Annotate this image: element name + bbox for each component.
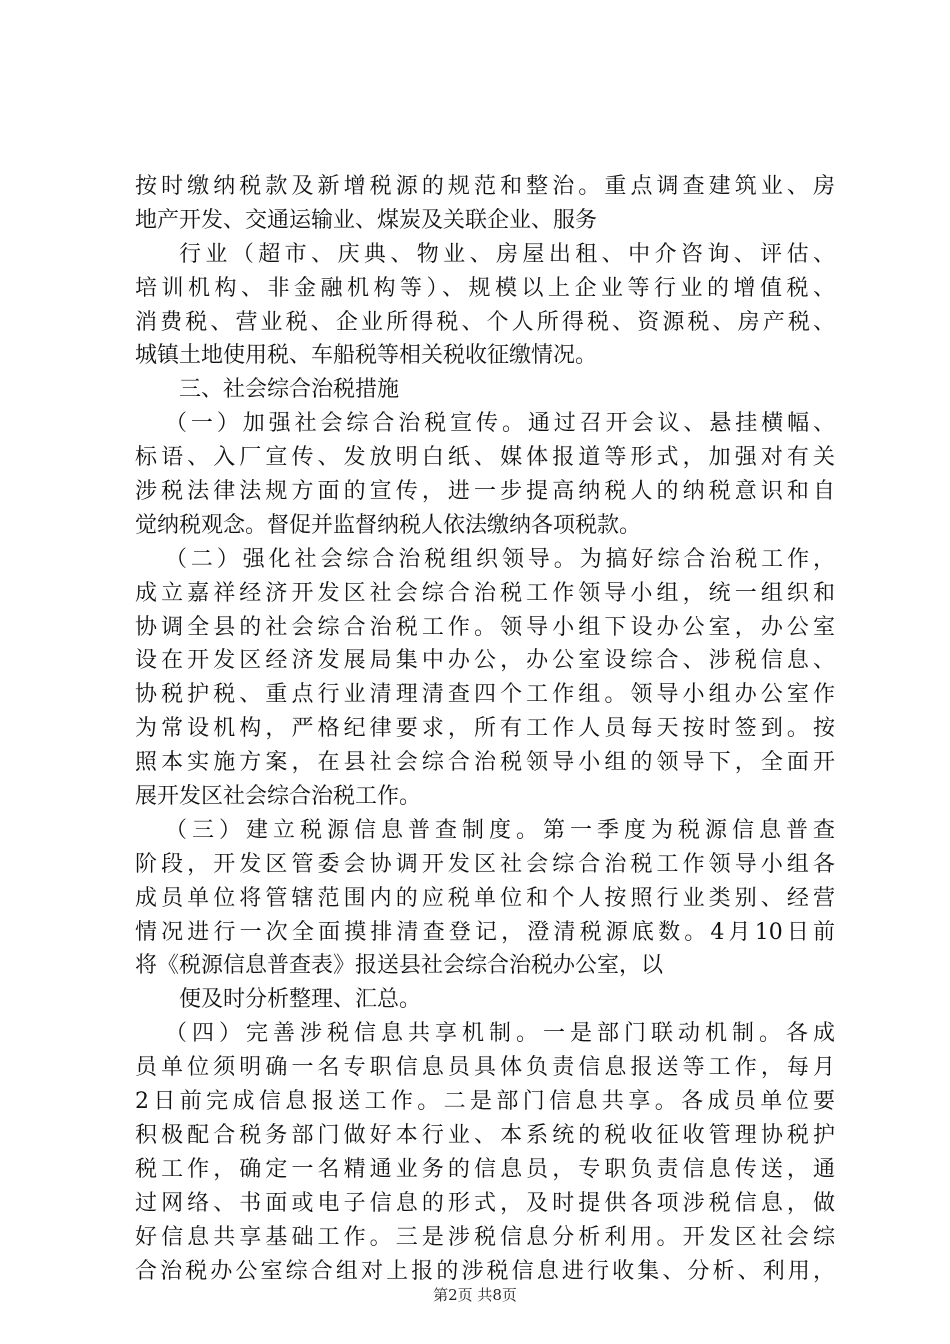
text-line: 地产开发、交通运输业、煤炭及关联企业、服务 [135, 207, 598, 233]
text-line: 员单位须明确一名专职信息员具体负责信息报送等工作，每月 [135, 1055, 835, 1081]
text-line: 情况进行一次全面摸排清查登记，澄清税源底数。4月10日前 [135, 919, 835, 945]
text-line: 2日前完成信息报送工作。二是部门信息共享。各成员单位要 [135, 1089, 835, 1115]
page-number-footer: 第2页 共8页 [433, 1286, 517, 1304]
text-line: 积极配合税务部门做好本行业、本系统的税收征收管理协税护 [135, 1122, 835, 1148]
text-line: 标语、入厂宣传、发放明白纸、媒体报道等形式，加强对有关 [135, 445, 835, 471]
text-line: （三）建立税源信息普查制度。第一季度为税源信息普查 [165, 817, 835, 843]
text-line: 将《税源信息普查表》报送县社会综合治税办公室，以 [135, 953, 664, 979]
text-line: （二）强化社会综合治税组织领导。为搞好综合治税工作， [165, 546, 835, 572]
text-line: （四）完善涉税信息共享机制。一是部门联动机制。各成 [165, 1021, 835, 1047]
text-line: 为常设机构，严格纪律要求，所有工作人员每天按时签到。按 [135, 716, 835, 742]
text-line: 过网络、书面或电子信息的形式，及时提供各项涉税信息，做 [135, 1190, 835, 1216]
text-line: 觉纳税观念。督促并监督纳税人依法缴纳各项税款。 [135, 512, 642, 538]
text-line: 协调全县的社会综合治税工作。领导小组下设办公室，办公室 [135, 614, 835, 640]
text-line: 涉税法律法规方面的宣传，进一步提高纳税人的纳税意识和自 [135, 479, 835, 505]
text-line: 培训机构、非金融机构等）、规模以上企业等行业的增值税、 [135, 275, 835, 301]
text-line: 消费税、营业税、企业所得税、个人所得税、资源税、房产税、 [135, 309, 835, 335]
text-line: 阶段，开发区管委会协调开发区社会综合治税工作领导小组各 [135, 851, 835, 877]
text-line: 好信息共享基础工作。三是涉税信息分析利用。开发区社会综 [135, 1224, 835, 1250]
text-line: 成员单位将管辖范围内的应税单位和个人按照行业类别、经营 [135, 885, 835, 911]
text-line: 税工作，确定一名精通业务的信息员，专职负责信息传送，通 [135, 1156, 835, 1182]
text-line: 便及时分析整理、汇总。 [179, 987, 422, 1013]
text-line: 照本实施方案，在县社会综合治税领导小组的领导下，全面开 [135, 750, 835, 776]
text-line: 行业（超市、庆典、物业、房屋出租、中介咨询、评估、 [179, 241, 835, 267]
text-line: 设在开发区经济发展局集中办公，办公室设综合、涉税信息、 [135, 648, 835, 674]
text-line: 成立嘉祥经济开发区社会综合治税工作领导小组，统一组织和 [135, 580, 835, 606]
document-body [135, 170, 835, 1288]
text-line: 展开发区社会综合治税工作。 [135, 784, 422, 810]
text-line: 协税护税、重点行业清理清查四个工作组。领导小组办公室作 [135, 682, 835, 708]
text-line: 城镇土地使用税、车船税等相关税收征缴情况。 [135, 343, 598, 369]
text-line: （一）加强社会综合治税宣传。通过召开会议、悬挂横幅、 [165, 411, 835, 437]
text-line: 按时缴纳税款及新增税源的规范和整治。重点调查建筑业、房 [135, 174, 835, 199]
text-line: 合治税办公室综合组对上报的涉税信息进行收集、分析、利用， [135, 1258, 835, 1284]
section-heading: 三、社会综合治税措施 [179, 377, 400, 403]
